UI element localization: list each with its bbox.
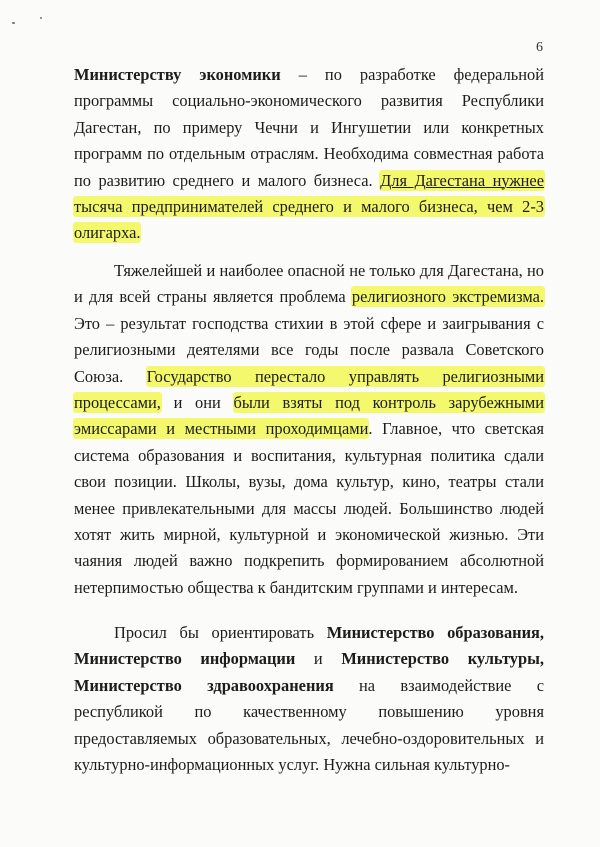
text-line: и для всей страны является проблема религиозного экстремизма. — [74, 287, 544, 307]
text-line: Тяжелейшей и наиболее опасной не только для Дагестана, но — [114, 261, 544, 280]
paragraph-ministries — [74, 620, 544, 778]
text-line: культурно-информационных услуг. Нужна сильная культурно- — [74, 755, 511, 775]
scan-speck — [40, 17, 42, 19]
text-line: эмиссарами и местными проходимцами. Главное, что светская — [74, 419, 544, 439]
text-line: Министерству экономики – по разработке федеральной — [74, 65, 544, 84]
highlighted-text: олигарха. — [74, 223, 141, 243]
text-line: чаяния людей важно подкрепить формированием абсолютной — [74, 551, 544, 571]
text-line: система образования и воспитания, культурная политика сдали — [74, 445, 544, 465]
ministry-education: Министерство образования, — [326, 623, 544, 642]
text-line: религиозными деятелями все годы после развала Советского — [74, 340, 544, 360]
text-line: свои позиции. Школы, вузы, дома культур, кино, театры стали — [74, 472, 544, 492]
highlighted-text: Для Дагестана нужнее — [380, 170, 544, 190]
text-line: Просил бы ориентировать Министерство образования, — [114, 623, 544, 642]
text-line — [74, 220, 544, 246]
highlighted-text: были взяты под контроль зарубежными — [233, 393, 544, 413]
page-number: 6 — [536, 40, 543, 55]
ministry-health: Министерство здравоохранения — [74, 675, 334, 695]
text-line: по развитию среднего и малого бизнеса. Для Дагестана нужнее — [74, 170, 544, 190]
text-line: менее привлекательными для массы людей. Большинство людей — [74, 498, 544, 518]
text-line: процессами, и они были взяты под контроль зарубежными — [74, 393, 544, 413]
highlighted-text: процессами, — [74, 393, 161, 413]
text-line: хотят жить мирной, культурной и экономической жизнью. Эти — [74, 525, 544, 545]
text-line: Союза. Государство перестало управлять религиозными — [74, 366, 544, 386]
text-line: предоставляемых образовательных, лечебно-оздоровительных и — [74, 728, 544, 748]
paragraph-extremism — [74, 258, 544, 601]
highlighted-text: эмиссарами и местными проходимцами — [74, 419, 369, 439]
text-line: Министерство здравоохранения на взаимодействие с — [74, 675, 544, 695]
text-line: программы социально-экономического развития Республики — [74, 91, 544, 111]
highlighted-text: религиозного экстремизма. — [351, 287, 544, 307]
ministry-information: Министерство информации — [74, 649, 296, 669]
text-line: Это – результат господства стихии в этой сфере и заигрывания с — [74, 313, 544, 333]
text-line: программ по отдельным отраслям. Необходима совместная работа — [74, 144, 544, 164]
highlighted-text: тысяча предпринимателей среднего и малого бизнеса, чем 2-3 — [74, 197, 544, 217]
ministry-economy: Министерству экономики — [74, 65, 281, 84]
paragraph-economy — [74, 62, 544, 247]
text-line: Дагестан, по примеру Чечни и Ингушетии или конкретных — [74, 117, 544, 137]
text-line: нетерпимостью общества к бандитским группами и интересам. — [74, 577, 518, 597]
scan-speck — [12, 22, 15, 24]
highlighted-text: Государство перестало управлять религиозными — [146, 366, 544, 386]
text-line: республикой по качественному повышению уровня — [74, 702, 544, 722]
ministry-culture: Министерство культуры, — [341, 649, 544, 669]
text-line — [74, 194, 544, 220]
text-line: Министерство информации и Министерство культуры, — [74, 649, 544, 669]
